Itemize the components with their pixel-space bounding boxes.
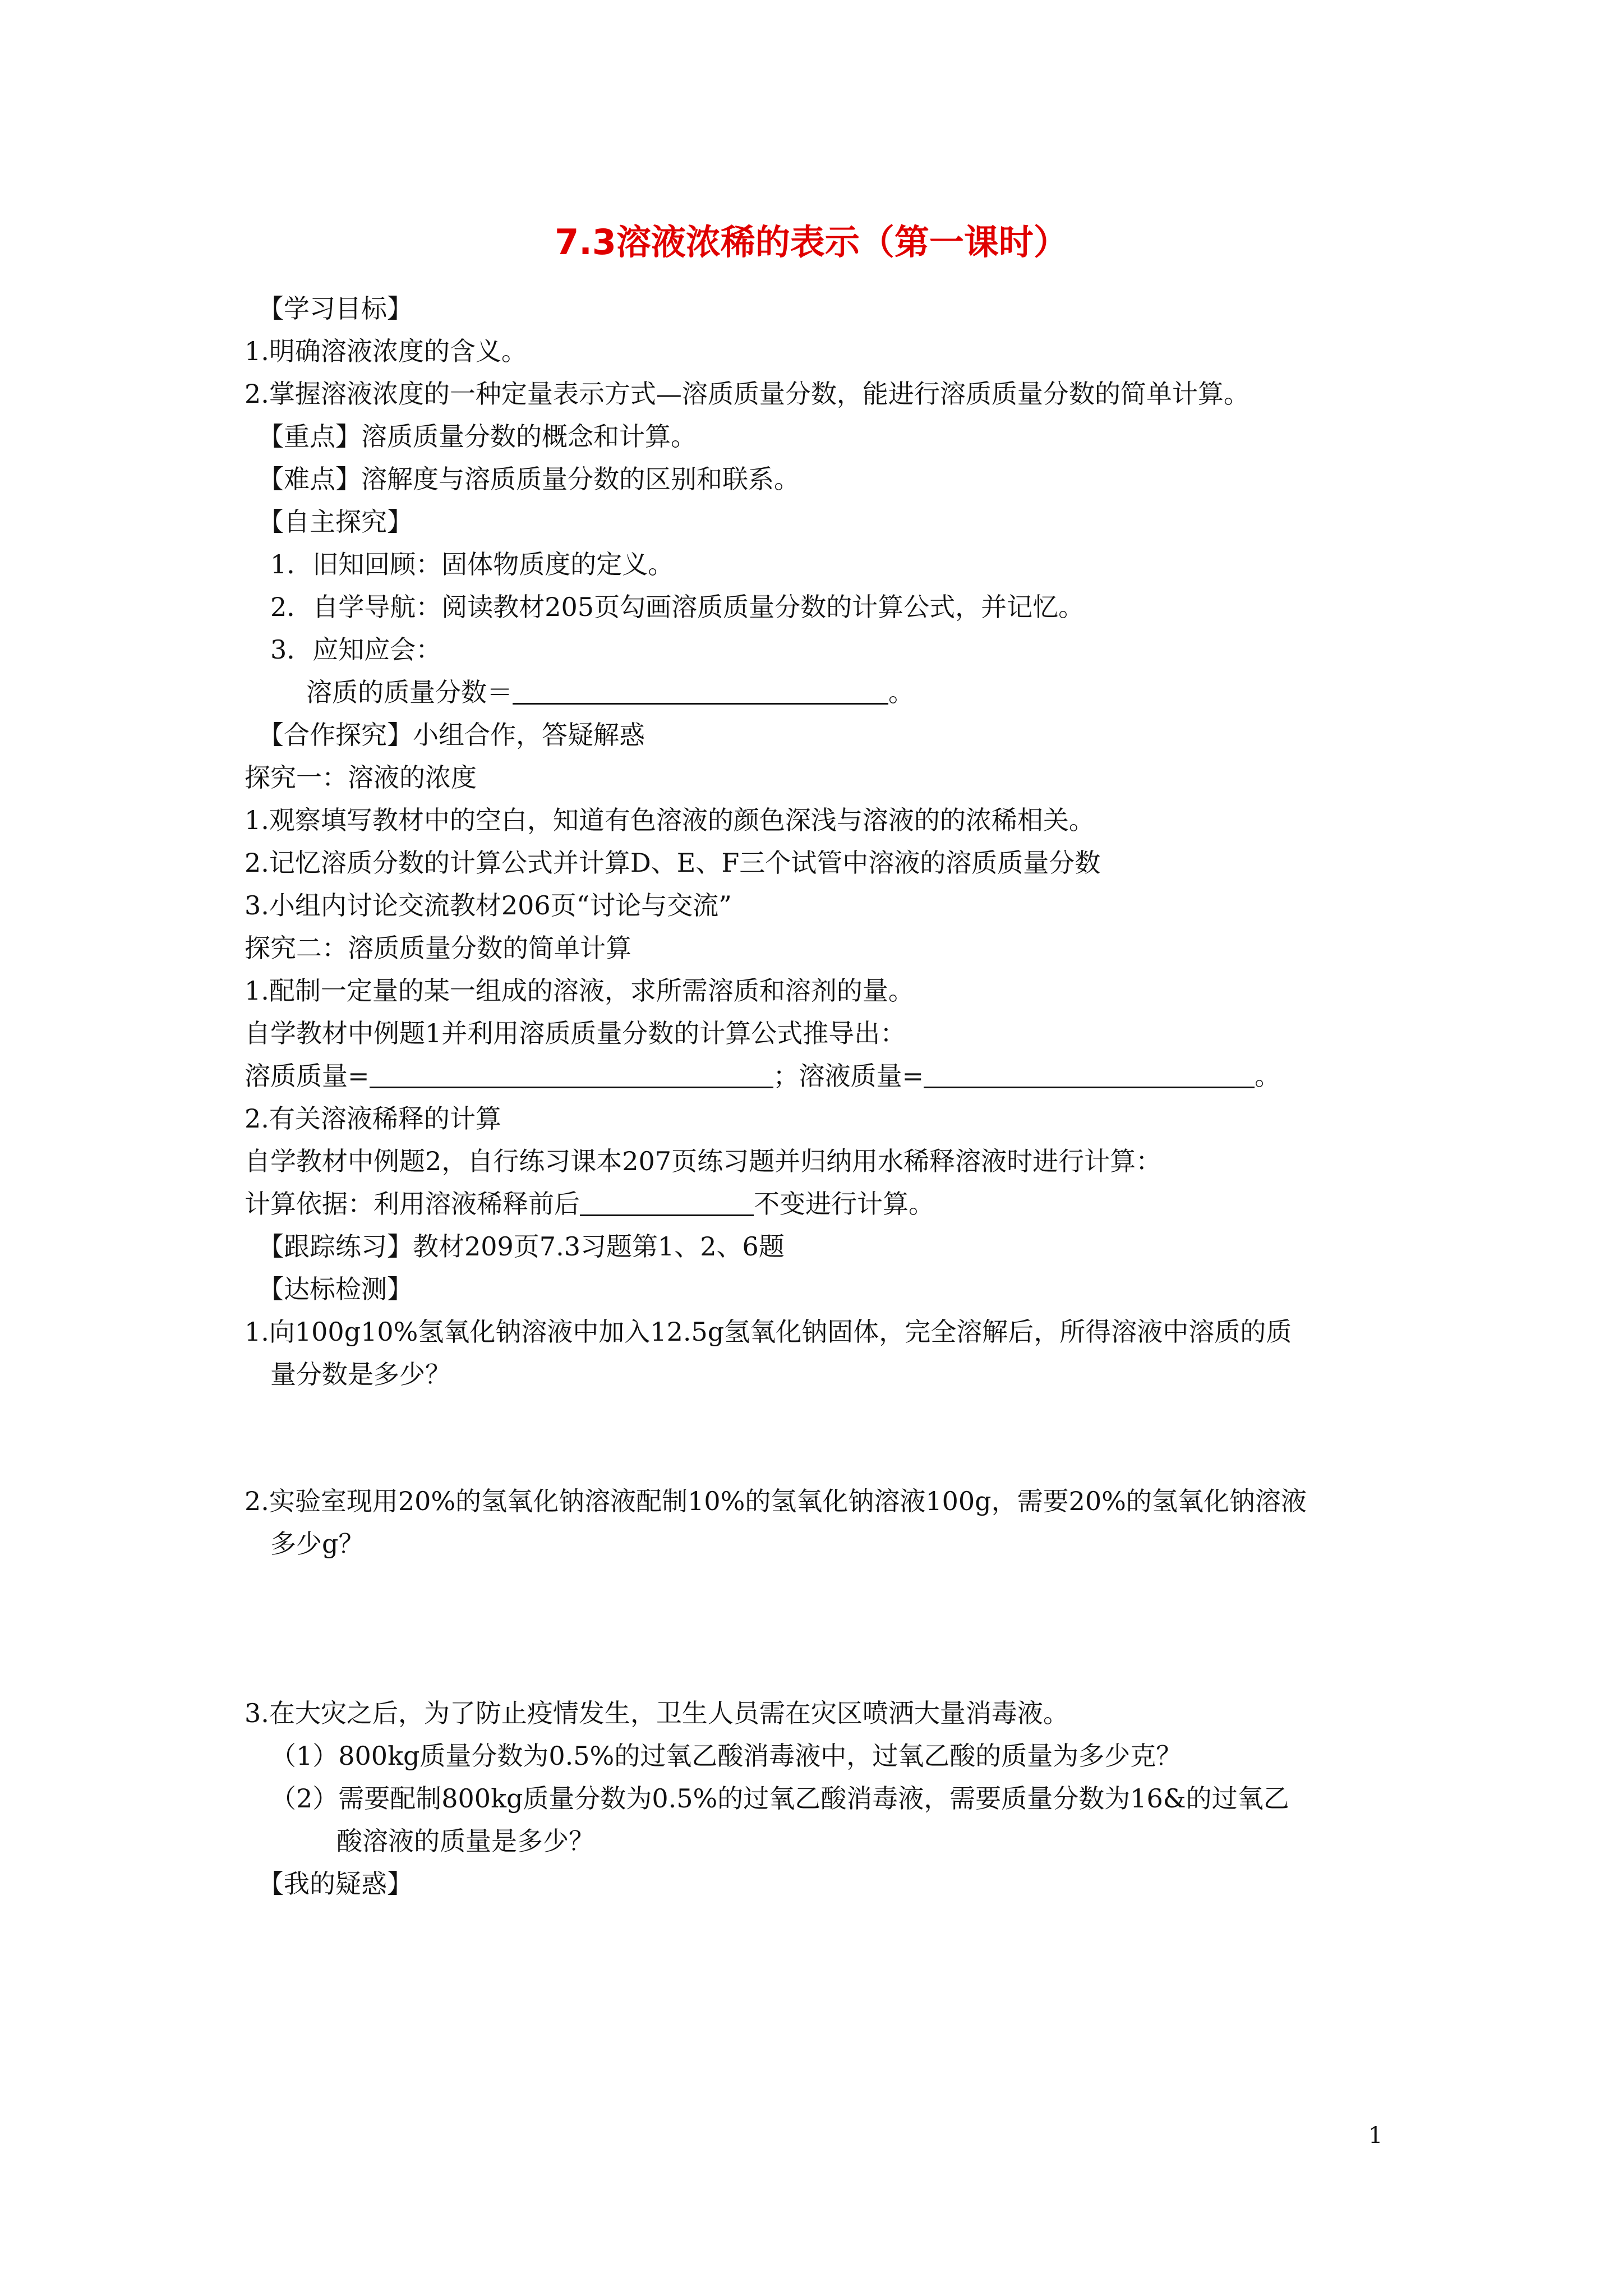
dilution-basis-blank[interactable] <box>580 1189 754 1216</box>
test-header: 【达标检测】 <box>258 1274 413 1304</box>
inquiry1-item-2: 2.记忆溶质分数的计算公式并计算D、E、F三个试管中溶液的溶质质量分数 <box>245 848 1101 878</box>
inquiry2-title: 探究二：溶质质量分数的简单计算 <box>245 933 631 963</box>
question-3-sub-1: （1）800kg质量分数为0.5%的过氧乙酸消毒液中，过氧乙酸的质量为多少克？ <box>270 1741 1182 1771</box>
key-point: 【重点】溶质质量分数的概念和计算。 <box>258 421 697 452</box>
inquiry2-item-1: 1.配制一定量的某一组成的溶液，求所需溶质和溶剂的量。 <box>245 976 914 1006</box>
formula-label: 溶质的质量分数＝ <box>306 677 513 707</box>
inquiry1-item-1: 1.观察填写教材中的空白，知道有色溶液的颜色深浅与溶液的的浓稀相关。 <box>245 805 1095 835</box>
question-3-sub-2-line-1: （2）需要配制800kg质量分数为0.5%的过氧乙酸消毒液，需要质量分数为16&的过氧乙 <box>270 1783 1289 1814</box>
mass-formula-line <box>245 1059 1280 1093</box>
inquiry2-item-2-note: 自学教材中例题2，自行练习课本207页练习题并归纳用水稀释溶液时进行计算： <box>245 1146 1162 1176</box>
dilution-basis-end: 不变进行计算。 <box>754 1189 934 1219</box>
inquiry2-item-1-note: 自学教材中例题1并利用溶质质量分数的计算公式推导出： <box>245 1018 906 1048</box>
dilution-basis-label: 计算依据：利用溶液稀释前后 <box>245 1189 580 1219</box>
objective-item-2: 2.掌握溶液浓度的一种定量表示方式—溶质质量分数，能进行溶质质量分数的简单计算。 <box>245 379 1249 409</box>
solute-mass-label: 溶质质量= <box>245 1061 370 1091</box>
question-3-line-1: 3.在大灾之后，为了防止疫情发生，卫生人员需在灾区喷洒大量消毒液。 <box>245 1698 1069 1728</box>
page-number: 1 <box>1368 2123 1383 2148</box>
self-study-item-3: 3．应知应会： <box>270 634 442 665</box>
question-2-line-2: 多少g？ <box>270 1529 365 1559</box>
cooperative-header: 【合作探究】小组合作，答疑解惑 <box>258 720 645 750</box>
self-study-header: 【自主探究】 <box>258 507 413 537</box>
practice: 【跟踪练习】教材209页7.3习题第1、2、6题 <box>258 1231 785 1262</box>
page-title: 7.3溶液浓稀的表示（第一课时） <box>555 222 1068 263</box>
self-study-item-2: 2．自学导航：阅读教材205页勾画溶质质量分数的计算公式，并记忆。 <box>270 592 1085 622</box>
question-1-line-1: 1.向100g10%氢氧化钠溶液中加入12.5g氢氧化钠固体，完全溶解后，所得溶液中溶质的质 <box>245 1317 1292 1347</box>
objectives-header: 【学习目标】 <box>258 293 413 324</box>
dilution-basis-line <box>245 1187 934 1221</box>
inquiry1-title: 探究一：溶液的浓度 <box>245 762 477 793</box>
question-2-line-1: 2.实验室现用20%的氢氧化钠溶液配制10%的氢氧化钠溶液100g，需要20%的氢氧化钠溶液 <box>245 1486 1307 1516</box>
inquiry2-item-2: 2.有关溶液稀释的计算 <box>245 1103 501 1134</box>
mass-line-end: 。 <box>1255 1061 1281 1091</box>
formula-blank[interactable] <box>513 677 888 705</box>
inquiry1-item-3: 3.小组内讨论交流教材206页“讨论与交流” <box>245 890 732 921</box>
self-study-item-1: 1．旧知回顾：固体物质度的定义。 <box>270 549 674 579</box>
question-3-sub-2-line-2: 酸溶液的质量是多少？ <box>336 1826 594 1856</box>
difficulty: 【难点】溶解度与溶质质量分数的区别和联系。 <box>258 464 800 494</box>
formula-end: 。 <box>888 677 914 707</box>
solution-mass-blank[interactable] <box>924 1061 1255 1088</box>
doubts-header: 【我的疑惑】 <box>258 1869 413 1899</box>
formula-line <box>306 675 914 709</box>
question-1-line-2: 量分数是多少？ <box>270 1359 451 1389</box>
solution-mass-label: ；溶液质量= <box>773 1061 924 1091</box>
objective-item-1: 1.明确溶液浓度的含义。 <box>245 336 527 366</box>
solute-mass-blank[interactable] <box>370 1061 773 1088</box>
